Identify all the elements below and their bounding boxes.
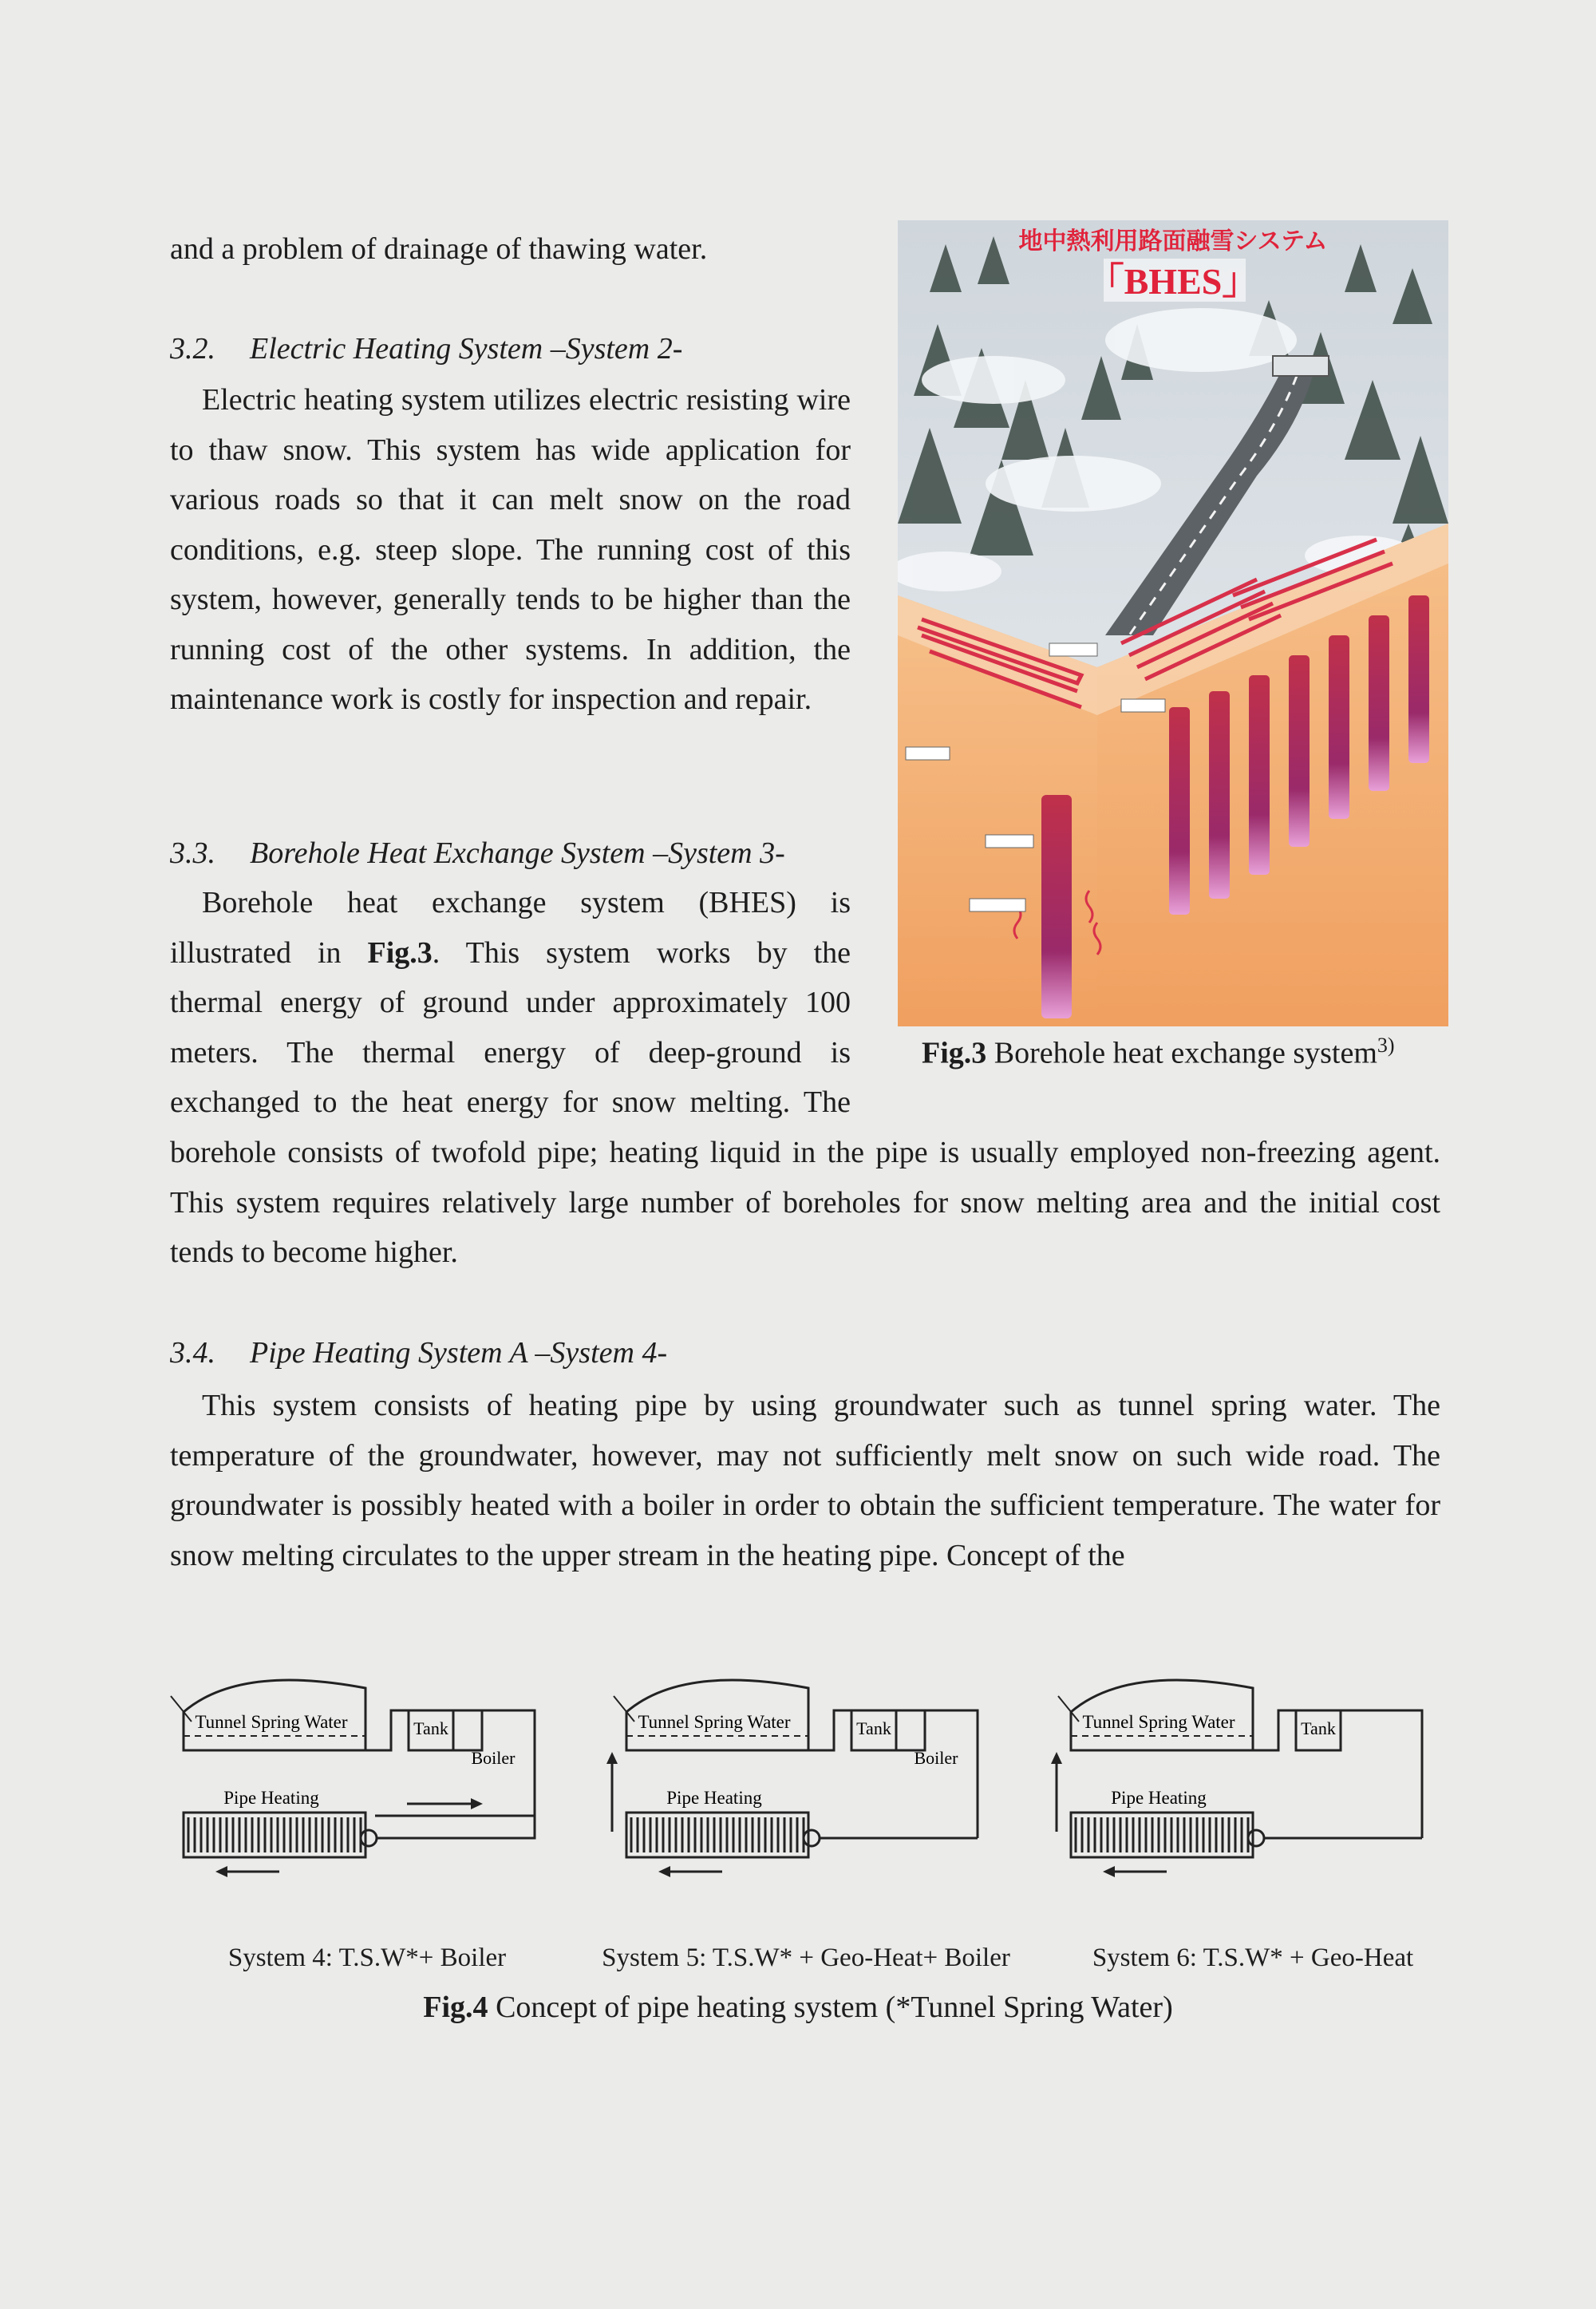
fig3-reference: Fig.3 bbox=[367, 935, 433, 970]
section-3-3-paragraph-start bbox=[170, 878, 851, 1128]
text-line: thermal energy of ground under approximately 100 bbox=[170, 986, 851, 1019]
fig3-caption: Fig.3 Borehole heat exchange system$^{3)}$ bbox=[922, 1034, 1395, 1070]
fig3-banner-en: 「BHES」 bbox=[1087, 261, 1259, 302]
fig3-ref: 3) bbox=[1377, 1034, 1395, 1057]
section-title: Pipe Heating System A –System 4- bbox=[250, 1336, 668, 1370]
tunnel-label: Tunnel Spring Water bbox=[638, 1712, 791, 1732]
fig3-label: Fig.3 bbox=[922, 1036, 987, 1070]
system-5-label: System 5: T.S.W* + Geo-Heat+ Boiler bbox=[602, 1943, 1010, 1972]
section-number: 3.3. bbox=[170, 836, 215, 870]
section-heading-3-3 bbox=[170, 828, 872, 878]
section-3-2-paragraph: Electric heating system utilizes electric resisting wire to thaw snow. This system has wide application for various roads so that it can melt snow on the road conditions, e.g. steep slope. The running cost of this system, however, generally tends to be higher than the running cost of the other systems. In addition, the maintenance work is costly for inspection and repair. bbox=[170, 383, 851, 716]
text-line: Borehole heat exchange system (BHES) is bbox=[202, 886, 851, 919]
section-heading-3-4 bbox=[170, 1328, 872, 1378]
section-heading-3-2 bbox=[170, 324, 872, 374]
fig3-banner-jp: 地中熱利用路面融雪システム bbox=[1018, 228, 1328, 255]
tank-label: Tank bbox=[413, 1718, 448, 1738]
section-title: Electric Heating System –System 2- bbox=[250, 332, 683, 366]
text-line: meters. The thermal energy of deep-ground is bbox=[170, 1035, 851, 1069]
tank-label: Tank bbox=[856, 1718, 891, 1738]
boiler-label: Boiler bbox=[471, 1748, 516, 1768]
tank-label: Tank bbox=[1301, 1718, 1336, 1738]
intro-line: and a problem of drainage of thawing water. bbox=[170, 232, 708, 266]
section-number: 3.4. bbox=[170, 1336, 215, 1370]
boiler bbox=[453, 1710, 482, 1750]
fig4-caption: Fig.4 Concept of pipe heating system (*Tunnel Spring Water) bbox=[423, 1991, 1173, 2024]
tunnel-portal bbox=[1273, 356, 1329, 376]
diagram-system-6 bbox=[1051, 1680, 1422, 1877]
tunnel-label: Tunnel Spring Water bbox=[1082, 1712, 1235, 1732]
diagram-system-4 bbox=[171, 1680, 535, 1877]
tunnel-label: Tunnel Spring Water bbox=[195, 1712, 348, 1732]
pipe-heating-label: Pipe Heating bbox=[223, 1788, 319, 1808]
system-6-label: System 6: T.S.W* + Geo-Heat bbox=[1092, 1943, 1414, 1972]
section-number: 3.2. bbox=[170, 332, 215, 366]
section-3-3-paragraph-continued: borehole consists of twofold pipe; heating liquid in the pipe is usually employed non-freezing agent. This system requires relatively large number of boreholes for snow melting area and the initial cost tends to become higher. bbox=[170, 1136, 1440, 1269]
pipe-heating-label: Pipe Heating bbox=[1111, 1788, 1207, 1808]
boiler bbox=[896, 1710, 925, 1750]
diagram-system-5 bbox=[606, 1680, 978, 1877]
section-title: Borehole Heat Exchange System –System 3- bbox=[250, 836, 785, 870]
section-3-4-paragraph: This system consists of heating pipe by using groundwater such as tunnel spring water. The temperature of the groundwater, however, may not sufficiently melt snow on such wide road. The groundwater is possibly heated with a boiler in order to obtain the sufficient temperature. The water for snow melting circulates to the upper stream in the heating pipe. Concept of the bbox=[170, 1389, 1440, 1572]
boiler-label: Boiler bbox=[914, 1748, 958, 1768]
fig4-diagrams bbox=[160, 1672, 1468, 1904]
text-line: illustrated in Fig.3. This system works by the bbox=[170, 935, 851, 970]
fig3-illustration bbox=[898, 220, 1448, 1026]
fig4-label: Fig.4 bbox=[423, 1991, 488, 2024]
pipe-heating-label: Pipe Heating bbox=[666, 1788, 762, 1808]
text-line: exchanged to the heat energy for snow melting. The bbox=[170, 1085, 851, 1119]
bhes-illustration-svg bbox=[898, 220, 1448, 1026]
system-4-label: System 4: T.S.W*+ Boiler bbox=[227, 1943, 507, 1972]
